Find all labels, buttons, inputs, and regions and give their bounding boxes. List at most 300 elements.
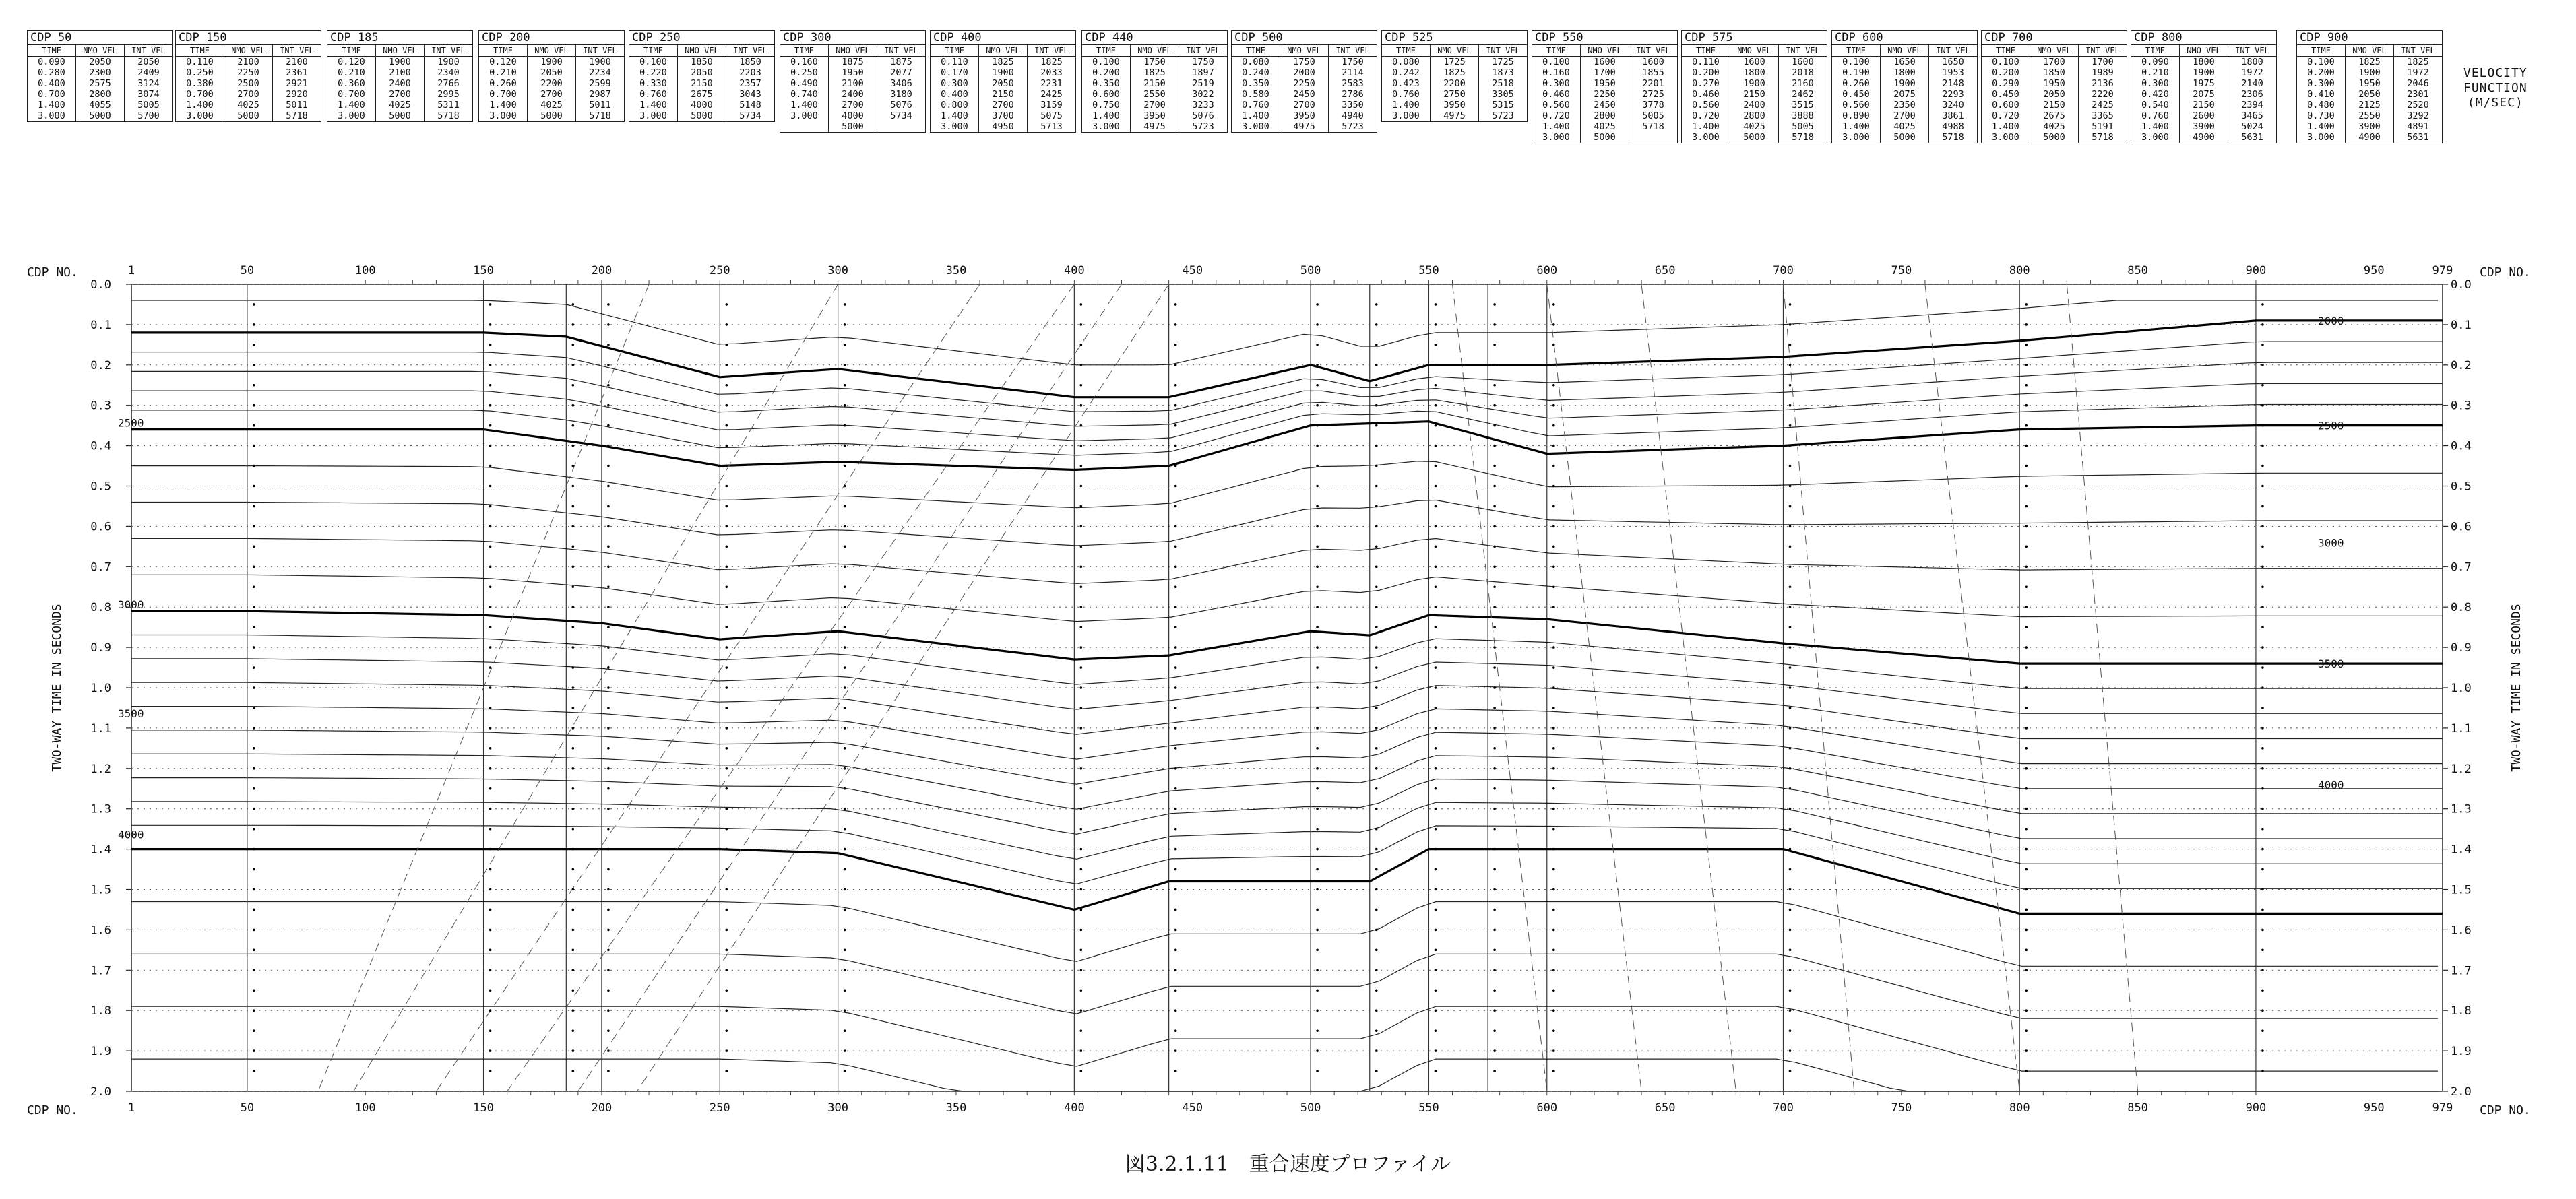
sample-dot: [1435, 828, 1437, 831]
sample-dot: [253, 969, 255, 972]
sample-dot: [572, 929, 575, 932]
sample-dot: [2261, 828, 2264, 831]
sample-dot: [725, 404, 728, 407]
table-cell: 3900: [2193, 121, 2215, 132]
sample-dot: [1493, 384, 1496, 387]
sample-dot: [1316, 888, 1319, 891]
sample-dot: [1552, 626, 1555, 628]
sample-dot: [844, 344, 846, 346]
sample-dot: [1316, 505, 1319, 508]
table-cell: 5005: [1642, 110, 1664, 121]
table-cell: 5723: [1342, 121, 1364, 132]
sample-dot: [2025, 424, 2028, 427]
sample-dot: [1316, 787, 1319, 790]
sample-dot: [253, 445, 255, 447]
sample-dot: [1080, 1029, 1083, 1032]
sample-dot: [489, 727, 492, 730]
sample-dot: [1552, 989, 1555, 992]
table-cell: 2450: [1594, 100, 1616, 110]
table-cell: 4025: [389, 100, 411, 110]
sample-dot: [844, 828, 846, 831]
table-cell: 1897: [1192, 67, 1214, 78]
table-cell: 0.600: [1092, 89, 1120, 100]
cdp-table-title: CDP 900: [2297, 31, 2442, 45]
sample-dot: [1316, 848, 1319, 851]
contour-label-right: 4000: [2318, 778, 2344, 791]
table-cell: 2550: [1143, 89, 1166, 100]
sample-dot: [1174, 566, 1177, 569]
table-cell: 1825: [1443, 67, 1466, 78]
sample-dot: [1552, 949, 1555, 952]
contour-label-right: 2500: [2318, 419, 2344, 432]
column-header: NMO VEL: [376, 45, 424, 57]
sample-dot: [2261, 323, 2264, 326]
sample-dot: [489, 585, 492, 588]
table-cell: 2234: [589, 67, 611, 78]
table-cell: 2700: [1893, 110, 1916, 121]
table-cell: 1875: [842, 57, 864, 67]
sample-dot: [2261, 1070, 2264, 1072]
table-cell: 4025: [1743, 121, 1765, 132]
sample-dot: [607, 828, 610, 831]
column-header: NMO VEL: [1581, 45, 1629, 57]
sample-dot: [489, 606, 492, 608]
sample-dot: [844, 546, 846, 548]
sample-dot: [1080, 888, 1083, 891]
sample-dot: [2261, 1009, 2264, 1012]
sample-dot: [2025, 505, 2028, 508]
velocity-contour-minor: [131, 954, 2438, 1018]
sample-dot: [725, 909, 728, 911]
sample-dot: [1174, 364, 1177, 366]
sample-dot: [725, 767, 728, 770]
sample-dot: [1493, 686, 1496, 689]
sample-dot: [1174, 989, 1177, 992]
table-cell: 2200: [1443, 78, 1466, 89]
table-cell: 4950: [992, 121, 1014, 132]
table-cell: 5000: [1743, 132, 1765, 143]
sample-dot: [725, 1029, 728, 1032]
table-cell: 1953: [1942, 67, 1964, 78]
sample-dot: [607, 525, 610, 528]
table-cell: 3305: [1492, 89, 1514, 100]
sample-dot: [1316, 344, 1319, 346]
table-cell: 1750: [1342, 57, 1364, 67]
y-tick-label-left: 0.9: [90, 641, 111, 655]
table-cell: 0.420: [2141, 89, 2169, 100]
table-cell: 1750: [1143, 57, 1166, 67]
table-cell: 1.400: [941, 110, 968, 121]
table-cell: 2293: [1942, 89, 1964, 100]
sample-dot: [1552, 384, 1555, 387]
table-cell: 5075: [1040, 110, 1063, 121]
sample-dot: [572, 888, 575, 891]
sample-dot: [2025, 485, 2028, 488]
sample-dot: [1435, 909, 1437, 911]
y-tick-label-left: 1.1: [90, 721, 111, 736]
sample-dot: [1375, 949, 1378, 952]
x-tick-label-top: 550: [1418, 264, 1439, 278]
table-cell: 4940: [1342, 110, 1364, 121]
table-cell: 0.450: [1992, 89, 2019, 100]
table-cell: 1.400: [186, 100, 214, 110]
table-cell: 0.460: [1692, 89, 1720, 100]
sample-dot: [1174, 909, 1177, 911]
dashed-pick-line: [354, 284, 838, 1091]
sample-dot: [844, 606, 846, 608]
sample-dot: [2025, 344, 2028, 346]
y-tick-label-left: 0.7: [90, 560, 111, 575]
y-tick-label-right: 1.3: [2451, 802, 2472, 816]
table-cell: 3159: [1040, 100, 1063, 110]
sample-dot: [1080, 585, 1083, 588]
cdp-table-title: CDP 525: [1382, 31, 1527, 45]
table-cell: 0.300: [2307, 78, 2335, 89]
cdp-table-column: [376, 45, 425, 121]
cdp-table-column: [829, 45, 877, 132]
sample-dot: [2025, 969, 2028, 972]
sample-dot: [253, 1049, 255, 1052]
sample-dot: [844, 888, 846, 891]
sample-dot: [1789, 465, 1792, 467]
table-cell: 0.080: [1392, 57, 1420, 67]
sample-dot: [1174, 465, 1177, 467]
sample-dot: [844, 525, 846, 528]
table-cell: 3778: [1642, 100, 1664, 110]
table-cell: 0.290: [1992, 78, 2019, 89]
table-cell: 4025: [1893, 121, 1916, 132]
table-cell: 2921: [286, 78, 308, 89]
sample-dot: [725, 303, 728, 306]
sample-dot: [1435, 1029, 1437, 1032]
sample-dot: [844, 666, 846, 669]
column-header: INT VEL: [1629, 45, 1677, 57]
velocity-contour-minor: [131, 1006, 2438, 1071]
sample-dot: [1316, 686, 1319, 689]
table-cell: 4900: [2193, 132, 2215, 143]
table-cell: 5734: [890, 110, 912, 121]
table-cell: 0.100: [1542, 57, 1570, 67]
y-tick-label-right: 0.2: [2451, 358, 2472, 372]
sample-dot: [1316, 1070, 1319, 1072]
column-header: INT VEL: [726, 45, 774, 57]
sample-dot: [572, 1029, 575, 1032]
sample-dot: [1552, 606, 1555, 608]
sample-dot: [1375, 445, 1378, 447]
sample-dot: [1316, 566, 1319, 569]
sample-dot: [1435, 303, 1437, 306]
sample-dot: [725, 646, 728, 649]
cdp-table-title: CDP 440: [1082, 31, 1227, 45]
sample-dot: [1552, 364, 1555, 366]
sample-dot: [1789, 606, 1792, 608]
sample-dot: [2025, 585, 2028, 588]
x-tick-label-bottom: 850: [2127, 1101, 2148, 1115]
table-cell: 2077: [890, 67, 912, 78]
sample-dot: [1789, 727, 1792, 730]
sample-dot: [725, 666, 728, 669]
table-cell: 2800: [1594, 110, 1616, 121]
sample-dot: [1375, 323, 1378, 326]
sample-dot: [1435, 384, 1437, 387]
sample-dot: [572, 828, 575, 831]
table-cell: 0.700: [338, 89, 365, 100]
sample-dot: [1174, 303, 1177, 306]
sample-dot: [1375, 485, 1378, 488]
sample-dot: [1174, 868, 1177, 871]
y-tick-label-right: 0.0: [2451, 278, 2472, 292]
table-cell: 5718: [1942, 132, 1964, 143]
sample-dot: [1375, 1009, 1378, 1012]
table-cell: 1850: [739, 57, 761, 67]
y-tick-label-right: 0.8: [2451, 601, 2472, 615]
sample-dot: [253, 546, 255, 548]
sample-dot: [607, 666, 610, 669]
table-cell: 3888: [1792, 110, 1814, 121]
table-cell: 0.720: [1692, 110, 1720, 121]
sample-dot: [1552, 323, 1555, 326]
x-tick-label-top: 950: [2363, 264, 2385, 278]
table-cell: 2306: [2241, 89, 2263, 100]
cdp-velocity-table: [1231, 30, 1377, 133]
cdp-velocity-table: [175, 30, 321, 122]
sample-dot: [1080, 364, 1083, 366]
contour-label-left: 3000: [118, 598, 144, 612]
table-cell: 0.210: [338, 67, 365, 78]
table-cell: 4975: [1443, 110, 1466, 121]
sample-dot: [572, 566, 575, 569]
sample-dot: [1080, 303, 1083, 306]
table-cell: 5718: [2092, 132, 2114, 143]
table-cell: 0.250: [186, 67, 214, 78]
y-tick-label-right: 0.1: [2451, 318, 2472, 332]
table-cell: 2150: [2193, 100, 2215, 110]
table-cell: 3515: [1792, 100, 1814, 110]
sample-dot: [607, 384, 610, 387]
sample-dot: [2261, 686, 2264, 689]
table-cell: 2050: [89, 57, 111, 67]
sample-dot: [253, 888, 255, 891]
table-cell: 2050: [137, 57, 160, 67]
cdp-velocity-table: [478, 30, 625, 122]
table-cell: 1975: [2193, 78, 2215, 89]
sample-dot: [572, 546, 575, 548]
sample-dot: [1080, 666, 1083, 669]
table-cell: 0.120: [489, 57, 517, 67]
sample-dot: [725, 546, 728, 548]
sample-dot: [2261, 767, 2264, 770]
sample-dot: [253, 485, 255, 488]
x-tick-label-bottom: 200: [591, 1101, 612, 1115]
sample-dot: [489, 686, 492, 689]
column-header: NMO VEL: [1431, 45, 1478, 57]
table-cell: 2995: [437, 89, 460, 100]
cdp-velocity-table: [629, 30, 775, 122]
cdp-table-title: CDP 300: [780, 31, 925, 45]
sample-dot: [2025, 848, 2028, 851]
sample-dot: [1789, 344, 1792, 346]
sample-dot: [725, 525, 728, 528]
table-cell: 0.160: [1542, 67, 1570, 78]
sample-dot: [1552, 505, 1555, 508]
sample-dot: [2261, 465, 2264, 467]
table-cell: 2075: [2193, 89, 2215, 100]
sample-dot: [489, 949, 492, 952]
column-header: NMO VEL: [2030, 45, 2078, 57]
sample-dot: [1174, 969, 1177, 972]
sample-dot: [2025, 566, 2028, 569]
sample-dot: [489, 384, 492, 387]
column-header: INT VEL: [273, 45, 321, 57]
cdp-velocity-table: [1381, 30, 1528, 122]
sample-dot: [1493, 666, 1496, 669]
table-cell: 0.740: [790, 89, 818, 100]
table-cell: 1725: [1492, 57, 1514, 67]
table-cell: 0.560: [1692, 100, 1720, 110]
sample-dot: [1375, 546, 1378, 548]
sample-dot: [1316, 727, 1319, 730]
table-cell: 5011: [589, 100, 611, 110]
sample-dot: [489, 323, 492, 326]
table-cell: 1650: [1893, 57, 1916, 67]
sample-dot: [2261, 525, 2264, 528]
column-header: TIME: [1982, 45, 2030, 57]
sample-dot: [253, 465, 255, 467]
sample-dot: [1493, 465, 1496, 467]
sample-dot: [572, 686, 575, 689]
table-cell: 2250: [237, 67, 259, 78]
cdp-table-title: CDP 185: [327, 31, 472, 45]
table-cell: 2700: [389, 89, 411, 100]
sample-dot: [2261, 989, 2264, 992]
sample-dot: [572, 747, 575, 750]
sample-dot: [1789, 404, 1792, 407]
table-cell: 5000: [842, 121, 864, 132]
sample-dot: [2025, 787, 2028, 790]
sample-dot: [1435, 424, 1437, 427]
sample-dot: [1375, 646, 1378, 649]
sample-dot: [1552, 929, 1555, 932]
table-cell: 1750: [1192, 57, 1214, 67]
table-cell: 2300: [89, 67, 111, 78]
table-cell: 1989: [2092, 67, 2114, 78]
table-cell: 0.110: [1692, 57, 1720, 67]
sample-dot: [1435, 606, 1437, 608]
table-cell: 2675: [2043, 110, 2065, 121]
sample-dot: [1435, 1049, 1437, 1052]
table-cell: 0.800: [941, 100, 968, 110]
cdp-table-column: [1929, 45, 1977, 143]
table-cell: 3365: [2092, 110, 2114, 121]
table-cell: 0.200: [2307, 67, 2335, 78]
cdp-table-title: CDP 250: [629, 31, 774, 45]
sample-dot: [607, 767, 610, 770]
sample-dot: [1493, 787, 1496, 790]
y-tick-label-right: 2.0: [2451, 1085, 2472, 1099]
table-cell: 3292: [2407, 110, 2429, 121]
sample-dot: [844, 707, 846, 709]
sample-dot: [725, 929, 728, 932]
sample-dot: [2025, 929, 2028, 932]
sample-dot: [253, 1029, 255, 1032]
sample-dot: [1316, 646, 1319, 649]
table-cell: 2018: [1792, 67, 1814, 78]
sample-dot: [572, 808, 575, 810]
table-cell: 1.400: [790, 100, 818, 110]
sample-dot: [1493, 546, 1496, 548]
sample-dot: [489, 989, 492, 992]
sample-dot: [607, 505, 610, 508]
sample-dot: [489, 505, 492, 508]
x-tick-label-top: 400: [1063, 264, 1085, 278]
table-cell: 0.100: [1842, 57, 1870, 67]
sample-dot: [1174, 485, 1177, 488]
column-header: INT VEL: [2228, 45, 2276, 57]
table-cell: 3.000: [186, 110, 214, 121]
sample-dot: [1174, 686, 1177, 689]
sample-dot: [1552, 848, 1555, 851]
sample-dot: [1316, 949, 1319, 952]
table-cell: 1825: [2407, 57, 2429, 67]
table-cell: 4025: [540, 100, 563, 110]
sample-dot: [1789, 929, 1792, 932]
sample-dot: [1493, 1049, 1496, 1052]
sample-dot: [489, 848, 492, 851]
contour-label-right: 3000: [2318, 536, 2344, 550]
cdp-velocity-table: [1532, 30, 1678, 143]
sample-dot: [2025, 1049, 2028, 1052]
sample-dot: [1080, 404, 1083, 407]
table-cell: 4900: [2358, 132, 2381, 143]
cdp-table-title: CDP 800: [2131, 31, 2276, 45]
column-header: TIME: [780, 45, 828, 57]
table-cell: 5000: [540, 110, 563, 121]
sample-dot: [572, 707, 575, 709]
cdp-table-title: CDP 200: [479, 31, 624, 45]
table-cell: 1875: [890, 57, 912, 67]
sample-dot: [844, 727, 846, 730]
sample-dot: [2025, 888, 2028, 891]
table-cell: 2114: [1342, 67, 1364, 78]
sample-dot: [607, 929, 610, 932]
table-cell: 5000: [237, 110, 259, 121]
sample-dot: [1493, 929, 1496, 932]
table-cell: 0.350: [1242, 78, 1269, 89]
sample-dot: [607, 606, 610, 608]
y-tick-label-left: 2.0: [90, 1085, 111, 1099]
table-cell: 1750: [1293, 57, 1315, 67]
table-cell: 2987: [589, 89, 611, 100]
sample-dot: [1552, 1049, 1555, 1052]
sample-dot: [489, 888, 492, 891]
x-tick-label-bottom: 600: [1536, 1101, 1558, 1115]
sample-dot: [1789, 828, 1792, 831]
cdp-velocity-table: [1981, 30, 2127, 143]
sample-dot: [1493, 727, 1496, 730]
sample-dot: [253, 525, 255, 528]
sample-dot: [1080, 323, 1083, 326]
sample-dot: [2025, 767, 2028, 770]
sample-dot: [1493, 949, 1496, 952]
table-cell: 0.700: [186, 89, 214, 100]
sample-dot: [1316, 747, 1319, 750]
sample-dot: [253, 808, 255, 810]
table-cell: 2599: [589, 78, 611, 89]
sample-dot: [572, 485, 575, 488]
sample-dot: [572, 585, 575, 588]
sample-dot: [572, 1049, 575, 1052]
x-tick-label-top: 350: [945, 264, 967, 278]
